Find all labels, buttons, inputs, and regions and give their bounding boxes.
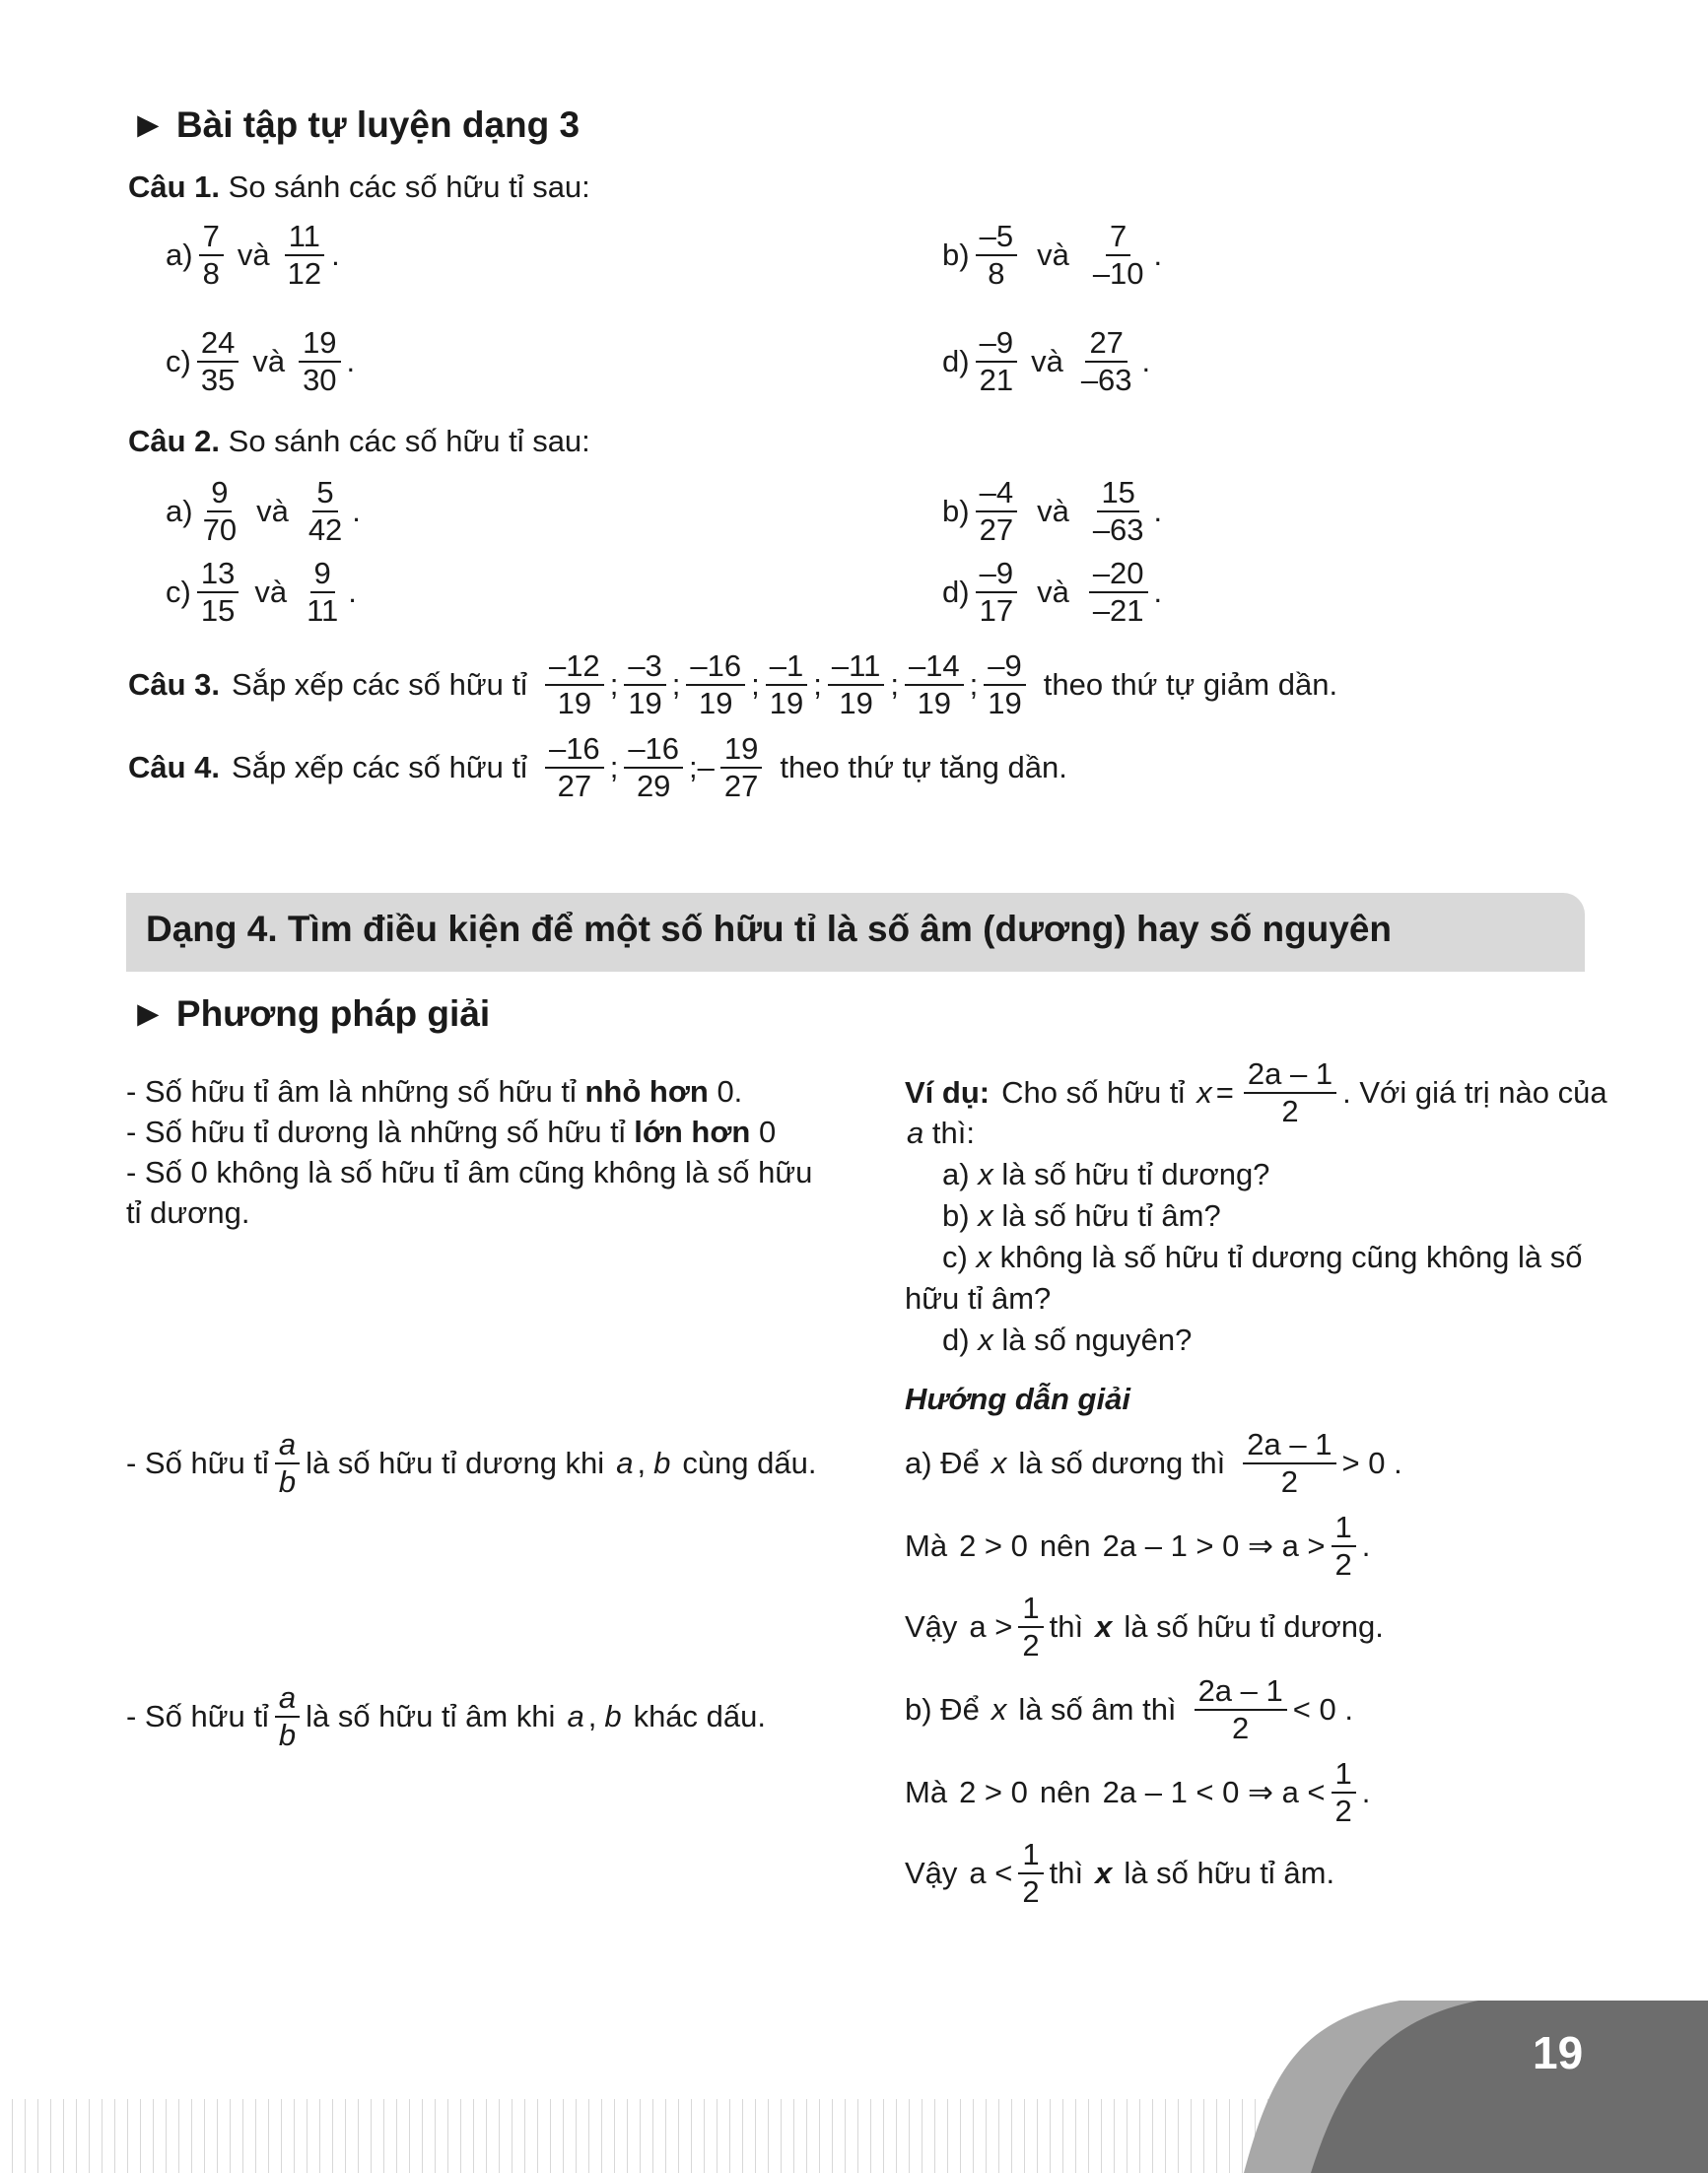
fraction: $\frac{-9}{21}$ [976, 325, 1017, 397]
fraction: $\frac{13}{15}$ [197, 556, 239, 628]
punctuation: . [1153, 574, 1163, 609]
connector: và [1037, 493, 1069, 528]
example-line2: a thì: [907, 1116, 975, 1150]
item-label: a) [166, 237, 193, 272]
page-number: 19 [1533, 2027, 1584, 2078]
rule-negative-sign: - Số hữu tỉ $\frac{a}{b}$ là số hữu tỉ âm khi a , b khác dấu. [126, 1680, 766, 1752]
item-label: b) [942, 493, 970, 528]
fraction: $\frac{9}{11}$ [307, 556, 339, 628]
punctuation: . [1153, 493, 1163, 528]
punctuation: . [348, 574, 357, 609]
section-title-dang4: Dạng 4. Tìm điều kiện để một số hữu tỉ là số âm (dương) hay số nguyên [146, 909, 1393, 949]
punctuation: . [352, 493, 361, 528]
example-q-b: b) x là số hữu tỉ âm? [942, 1198, 1221, 1233]
question-text: Sắp xếp các số hữu tỉ [232, 666, 527, 702]
fraction: $\frac{-14}{19}$ [905, 648, 964, 720]
question-label: Câu 3. [128, 666, 221, 702]
separator: ; [969, 666, 979, 702]
fraction: $\frac{1}{2}$ [1332, 1756, 1356, 1828]
fraction: $\frac{-3}{19}$ [624, 648, 665, 720]
solution-b-line2: Mà 2 > 0 nên 2a – 1 < 0 ⇒ a < $\frac{1}{2}$ . [905, 1756, 1371, 1828]
fraction: $\frac{1}{2}$ [1018, 1591, 1043, 1663]
connector: và [1031, 343, 1063, 378]
question-text: Sắp xếp các số hữu tỉ [232, 749, 527, 784]
fraction: $\frac{5}{42}$ [307, 475, 343, 547]
fraction: $\frac{11}{12}$ [284, 219, 325, 291]
item-label: c) [166, 574, 191, 609]
fraction: $\frac{a}{b}$ [275, 1680, 300, 1752]
fraction: $\frac{7}{8}$ [199, 219, 224, 291]
rule-positive-sign: - Số hữu tỉ $\frac{a}{b}$ là số hữu tỉ dương khi a , b cùng dấu. [126, 1427, 817, 1499]
fraction: $\frac{-16}{27}$ [545, 731, 604, 803]
punctuation: . [346, 343, 356, 378]
fraction: $\frac{-12}{19}$ [545, 648, 604, 720]
question-tail: theo thứ tự tăng dần. [780, 749, 1067, 784]
fraction: $\frac{a}{b}$ [275, 1427, 300, 1499]
rule-negative: - Số hữu tỉ âm là những số hữu tỉ nhỏ hơn 0. [126, 1074, 743, 1109]
method-heading: ► Phương pháp giải [130, 993, 491, 1034]
punctuation: . [1141, 343, 1151, 378]
separator: ; [890, 666, 899, 702]
connector: và [1037, 574, 1069, 609]
rule-zero-line2: tỉ dương. [126, 1195, 250, 1230]
punctuation: . [331, 237, 340, 272]
question-label: Câu 1. [128, 170, 221, 204]
item-label: d) [942, 343, 970, 378]
separator: ; [813, 666, 822, 702]
fraction: $\frac{-16}{29}$ [624, 731, 683, 803]
section-heading-exercises: ► Bài tập tự luyện dạng 3 [130, 104, 581, 145]
fraction: $\frac{9}{70}$ [202, 475, 238, 547]
fraction: $\frac{-4}{27}$ [976, 475, 1017, 547]
fraction: $\frac{-20}{-21}$ [1089, 556, 1148, 628]
fraction: $\frac{7}{-10}$ [1092, 219, 1144, 291]
punctuation: . [1153, 237, 1163, 272]
fraction: $\frac{24}{35}$ [197, 325, 239, 397]
separator: ; [609, 749, 619, 784]
question-text: So sánh các số hữu tỉ sau: [228, 424, 590, 458]
solution-b-line3: Vậy a < $\frac{1}{2}$ thì x là số hữu tỉ âm. [905, 1837, 1335, 1909]
solution-a-line3: Vậy a > $\frac{1}{2}$ thì x là số hữu tỉ dương. [905, 1591, 1384, 1663]
fraction: $\frac{19}{27}$ [720, 731, 762, 803]
question-tail: theo thứ tự giảm dần. [1043, 666, 1338, 702]
example-line1: Ví dụ: Cho số hữu tỉ x = $\frac{2a - 1}{2}$ . Với giá trị nào của [905, 1056, 1607, 1128]
fraction: $\frac{2a - 1}{2}$ [1195, 1673, 1287, 1745]
fraction: $\frac{27}{-63}$ [1080, 325, 1132, 397]
fraction: $\frac{1}{2}$ [1018, 1837, 1043, 1909]
example-q-c: c) x không là số hữu tỉ dương cũng không là số [942, 1240, 1583, 1274]
fraction: $\frac{-1}{19}$ [766, 648, 807, 720]
solution-b-line1: b) Để x là số âm thì $\frac{2a - 1}{2}$ < 0 . [905, 1673, 1353, 1745]
rule-zero-line1: - Số 0 không là số hữu tỉ âm cũng không là số hữu [126, 1155, 813, 1189]
solution-a-line1: a) Để x là số dương thì $\frac{2a - 1}{2}$ > 0 . [905, 1427, 1402, 1499]
example-q-c-cont: hữu tỉ âm? [905, 1281, 1052, 1316]
question-text: So sánh các số hữu tỉ sau: [228, 170, 590, 204]
fraction: $\frac{2a - 1}{2}$ [1244, 1056, 1336, 1128]
separator: ; [609, 666, 619, 702]
fraction: $\frac{-11}{19}$ [828, 648, 884, 720]
fraction: $\frac{-9}{17}$ [976, 556, 1017, 628]
separator: ; [689, 749, 698, 784]
connector: và [237, 237, 270, 272]
connector: và [254, 574, 288, 609]
solution-heading: Hướng dẫn giải [905, 1382, 1130, 1416]
item-label: c) [166, 343, 191, 378]
fraction: $\frac{1}{2}$ [1332, 1510, 1356, 1582]
fraction: $\frac{15}{-63}$ [1092, 475, 1144, 547]
item-label: d) [942, 574, 970, 609]
rule-positive: - Số hữu tỉ dương là những số hữu tỉ lớn hơn 0 [126, 1115, 777, 1149]
solution-a-line2: Mà 2 > 0 nên 2a – 1 > 0 ⇒ a > $\frac{1}{2}$ . [905, 1510, 1371, 1582]
connector: và [252, 343, 286, 378]
question-label: Câu 4. [128, 749, 221, 784]
minus-sign: – [697, 749, 715, 784]
item-label: b) [942, 237, 970, 272]
separator: ; [751, 666, 760, 702]
example-q-d: d) x là số nguyên? [942, 1323, 1193, 1357]
fraction: $\frac{-5}{8}$ [976, 219, 1017, 291]
separator: ; [671, 666, 681, 702]
fraction: $\frac{-9}{19}$ [984, 648, 1025, 720]
question-label: Câu 2. [128, 424, 221, 458]
example-q-a: a) x là số hữu tỉ dương? [942, 1157, 1270, 1191]
fraction: $\frac{-16}{19}$ [686, 648, 745, 720]
connector: và [1037, 237, 1069, 272]
connector: và [256, 493, 289, 528]
fraction: $\frac{19}{30}$ [299, 325, 340, 397]
item-label: a) [166, 493, 193, 528]
fraction: $\frac{2a - 1}{2}$ [1243, 1427, 1335, 1499]
